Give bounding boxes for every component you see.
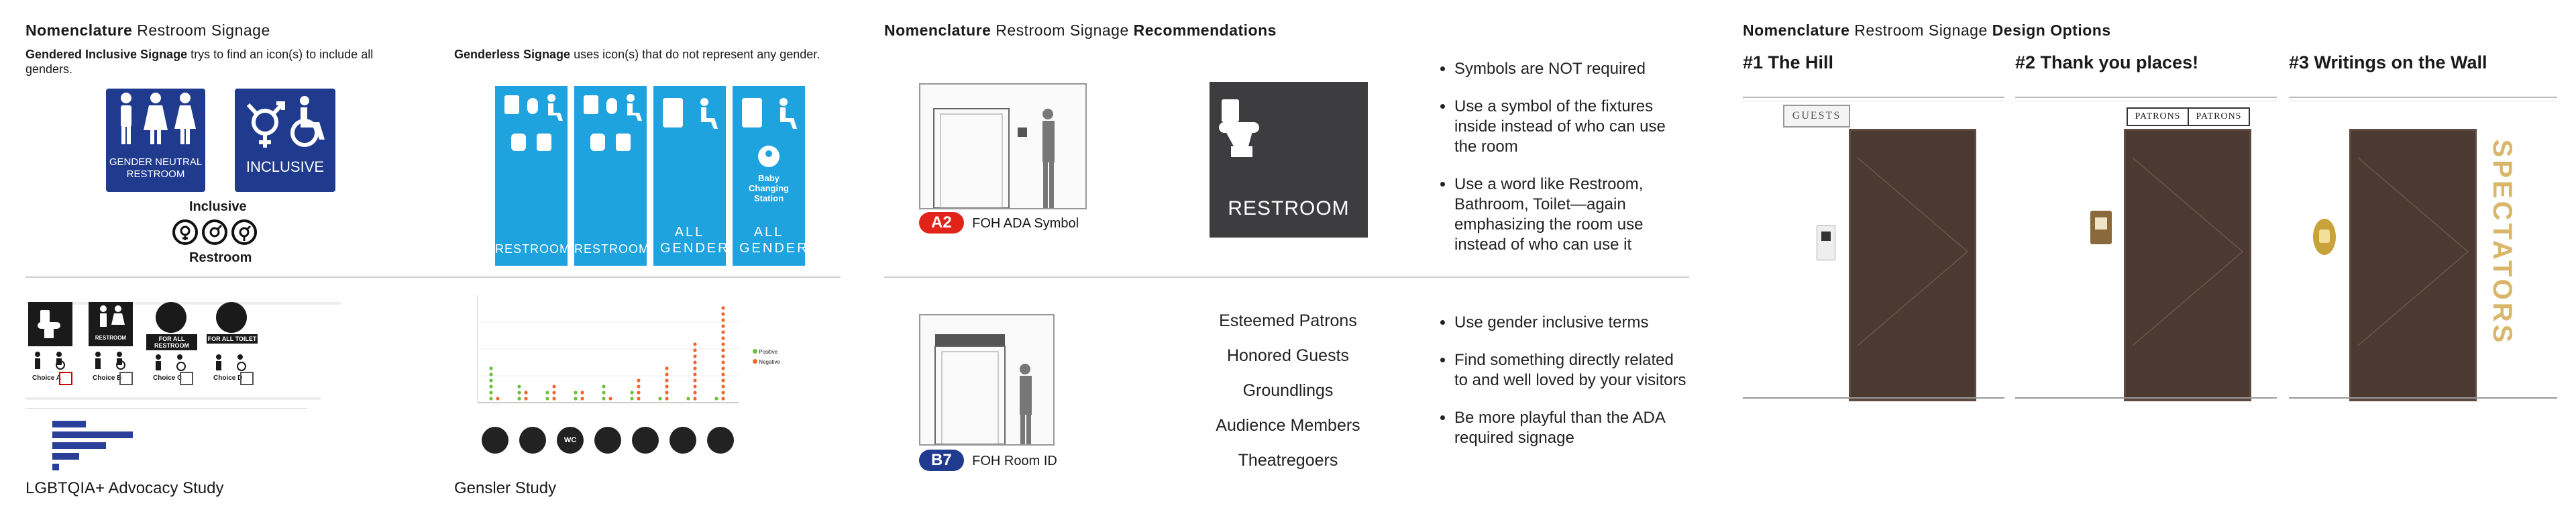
a2-tag: A2 <box>919 212 964 234</box>
negative-dot <box>721 336 724 340</box>
choice-c-sign: FOR ALL RESTROOM <box>146 334 197 350</box>
negative-dot <box>637 385 640 388</box>
negative-dot <box>580 397 584 400</box>
negative-dot <box>693 360 696 364</box>
bullet-related: • Find something directly related to and well loved by your visitors <box>1454 350 1690 391</box>
patrons-sign: PATRONS PATRONS <box>2127 107 2250 126</box>
sink-circle-icon <box>594 427 621 454</box>
name-option: Honored Guests <box>1226 346 1350 365</box>
name-option: Esteemed Patrons <box>1219 311 1357 330</box>
option-2-label: #2 Thank you places! <box>2015 52 2199 72</box>
gender-neutral-sign <box>106 89 205 192</box>
positive-dot <box>489 366 492 370</box>
urinal-circle-icon <box>519 427 546 454</box>
family-wheelchair-icon <box>28 350 72 370</box>
negative-dot <box>524 397 527 400</box>
bullet-word: • Use a word like Restroom, Bathroom, Toilet—again emphasizing the room use instead of who can use it <box>1454 174 1690 255</box>
all-gender-circle-icon <box>707 427 734 454</box>
gensler-legend: Positive Negative <box>753 349 780 365</box>
negative-dot <box>721 366 724 370</box>
lgbtqia-study-figure <box>25 302 401 476</box>
choice-a <box>25 302 76 396</box>
genderless-description: Genderless Signage uses icon(s) that do not represent any gender. <box>454 48 820 61</box>
inclusive-sign-label: INCLUSIVE <box>246 158 325 175</box>
choice-a-checkbox <box>59 372 72 385</box>
choice-a-label: Choice A <box>32 374 61 382</box>
negative-dot <box>721 385 724 388</box>
positive-dot <box>714 397 718 400</box>
option-1-label: #1 The Hill <box>1743 52 1834 72</box>
positive-dot <box>489 385 492 388</box>
bullets-top <box>1436 59 1690 272</box>
positive-dot <box>517 397 521 400</box>
transgender-wheelchair-icon <box>235 89 335 152</box>
positive-dot <box>574 391 577 394</box>
negative-dot <box>524 391 527 394</box>
spectators-wall-plaque <box>2313 219 2336 255</box>
b7-label: FOH Room ID <box>972 454 1057 468</box>
positive-dot <box>630 397 633 400</box>
negative-dot <box>665 391 668 394</box>
panel1-title: Nomenclature Restroom Signage <box>25 21 270 39</box>
head-icon <box>156 302 186 333</box>
group-circle-icon <box>669 427 696 454</box>
cyan-sign-2 <box>574 86 650 266</box>
b7-tag: B7 <box>919 450 964 471</box>
a2-tag-row <box>919 212 1079 234</box>
door-2 <box>2124 129 2251 401</box>
negative-dot <box>665 366 668 370</box>
gensler-study-figure <box>464 289 813 463</box>
b7-elevation-drawing <box>919 314 1055 446</box>
spectators-vertical-sign: SPECTATORS <box>2487 139 2517 346</box>
inclusive-sign <box>235 89 335 192</box>
toilet-wheelchair-icon <box>653 86 726 140</box>
bullet-inclusive: • Use gender inclusive terms <box>1454 313 1690 333</box>
negative-dot <box>637 397 640 400</box>
negative-dot <box>693 342 696 346</box>
option-2-render <box>2015 91 2277 400</box>
negative-dot <box>693 372 696 376</box>
positive-dot <box>489 378 492 382</box>
negative-dot <box>693 378 696 382</box>
name-option: Audience Members <box>1216 416 1360 435</box>
positive-dot <box>545 397 549 400</box>
inclusive-symbols-icon <box>172 216 258 247</box>
cyan-sign-1-label: RESTROOM <box>495 242 571 256</box>
negative-dot <box>693 391 696 394</box>
inclusive-label: Inclusive <box>189 199 247 214</box>
urinal-toilet-icon <box>495 130 568 154</box>
wc-circle-icon: WC <box>557 427 584 454</box>
door-elevation-icon <box>920 85 1085 208</box>
choice-d-checkbox <box>240 372 254 385</box>
negative-dot <box>693 348 696 352</box>
room-id-elevation-icon <box>920 315 1053 444</box>
b7-tag-row <box>919 450 1057 471</box>
negative-dot <box>665 378 668 382</box>
negative-dot <box>665 397 668 400</box>
gensler-dot-chart <box>464 289 746 416</box>
negative-dot <box>693 354 696 358</box>
positive-dot <box>574 397 577 400</box>
three-figures-icon <box>106 89 205 149</box>
lgbtqia-study-caption: LGBTQIA+ Advocacy Study <box>25 479 224 497</box>
study-note-line <box>25 397 321 400</box>
negative-dot <box>665 385 668 388</box>
positive-dot <box>630 391 633 394</box>
restroom-sign-icon: RESTROOM <box>89 302 133 346</box>
bullet-fixtures: • Use a symbol of the fixtures inside instead of who can use the room <box>1454 97 1690 157</box>
choice-d-label: Choice D <box>213 374 243 382</box>
choice-c <box>146 302 197 396</box>
negative-dot <box>608 397 612 400</box>
name-option: Theatregoers <box>1238 451 1338 470</box>
negative-dot <box>693 397 696 400</box>
negative-dot <box>665 372 668 376</box>
guests-wall-plaque <box>1817 225 1835 260</box>
negative-dot <box>721 397 724 400</box>
choice-b-checkbox <box>119 372 133 385</box>
study-bar-chart <box>25 408 307 476</box>
negative-dot <box>721 348 724 352</box>
head-icon <box>216 302 247 333</box>
restroom-toilet-sign <box>1210 82 1368 238</box>
cyan-sign-4 <box>733 86 809 266</box>
negative-dot <box>721 360 724 364</box>
option-1-render <box>1743 91 2004 400</box>
option-3-render <box>2289 91 2557 400</box>
positive-dot <box>545 391 549 394</box>
baby-changing-icon <box>733 143 805 170</box>
negative-dot <box>637 378 640 382</box>
family-wheelchair-icon <box>209 353 254 372</box>
negative-dot <box>721 391 724 394</box>
fixtures-icon <box>495 86 568 126</box>
cyan-sign-4-label: ALL GENDER <box>739 225 809 256</box>
gensler-study-caption: Gensler Study <box>454 479 557 497</box>
panel3-title: Nomenclature Restroom Signage Design Options <box>1743 21 2111 39</box>
positive-dot <box>658 397 661 400</box>
positive-dot <box>517 385 521 388</box>
toilet-sign-icon <box>28 302 72 346</box>
negative-dot <box>721 318 724 321</box>
negative-dot <box>580 391 584 394</box>
choice-b <box>86 302 137 396</box>
bullets-bottom <box>1436 313 1690 466</box>
toilet-icon <box>1216 95 1277 162</box>
panel2-divider <box>884 276 1689 278</box>
a2-label: FOH ADA Symbol <box>972 216 1079 231</box>
choice-c-checkbox <box>180 372 193 385</box>
negative-dot <box>721 372 724 376</box>
positive-dot <box>489 391 492 394</box>
choice-b-label: Choice B <box>93 374 122 382</box>
negative-dot <box>552 385 555 388</box>
negative-dot <box>721 306 724 309</box>
positive-dot <box>489 372 492 376</box>
cyan-sign-3-label: ALL GENDER <box>660 225 730 256</box>
family-wheelchair-icon <box>89 350 133 370</box>
cyan-sign-3 <box>653 86 730 266</box>
restroom-label: Restroom <box>189 250 252 265</box>
toilet-wheelchair-icon <box>733 86 805 140</box>
negative-dot <box>721 324 724 327</box>
gender-neutral-sign-text: GENDER NEUTRAL RESTROOM <box>109 156 203 180</box>
positive-dot <box>489 397 492 400</box>
positive-dot <box>602 397 605 400</box>
door-1 <box>1849 129 1976 401</box>
panel1-divider <box>25 276 841 278</box>
bullet-symbols: • Symbols are NOT required <box>1454 59 1690 79</box>
negative-dot <box>496 397 499 400</box>
negative-dot <box>637 391 640 394</box>
negative-dot <box>552 397 555 400</box>
positive-dot <box>686 397 690 400</box>
cyan-sign-1 <box>495 86 571 266</box>
urinal-toilet-icon <box>574 130 647 154</box>
name-options-list <box>1187 311 1389 486</box>
negative-dot <box>721 330 724 334</box>
family-wheelchair-icon <box>149 353 193 372</box>
toilet-circle-icon <box>482 427 508 454</box>
negative-dot <box>693 385 696 388</box>
gensler-icon-row <box>482 427 750 456</box>
baby-changing-label: Baby Changing Station <box>749 173 789 203</box>
negative-dot <box>721 312 724 315</box>
choice-d-sign: FOR ALL TOILET <box>207 336 257 342</box>
restroom-sign-label: RESTROOM <box>1228 197 1350 219</box>
positive-dot <box>517 391 521 394</box>
guests-sign: GUESTS <box>1783 105 1850 128</box>
positive-dot <box>602 391 605 394</box>
door-3 <box>2349 129 2477 401</box>
gendered-description: Gendered Inclusive Signage trys to find an icon(s) to include all genders. <box>25 48 374 76</box>
negative-dot <box>721 342 724 346</box>
patrons-wall-plaque <box>2090 211 2112 244</box>
choice-d <box>207 302 258 396</box>
a2-elevation-drawing <box>919 83 1087 209</box>
choice-c-label: Choice C <box>153 374 182 382</box>
cyan-sign-2-label: RESTROOM <box>574 242 650 256</box>
negative-dot <box>552 391 555 394</box>
negative-dot <box>721 378 724 382</box>
negative-dot <box>721 354 724 358</box>
fixtures-icon <box>574 86 647 126</box>
family-circle-icon <box>632 427 659 454</box>
negative-dot <box>693 366 696 370</box>
name-option: Groundlings <box>1242 381 1334 400</box>
bullet-playful: • Be more playful than the ADA required signage <box>1454 408 1690 448</box>
positive-dot <box>602 385 605 388</box>
panel2-title: Nomenclature Restroom Signage Recommendations <box>884 21 1277 39</box>
option-3-label: #3 Writings on the Wall <box>2289 52 2487 72</box>
